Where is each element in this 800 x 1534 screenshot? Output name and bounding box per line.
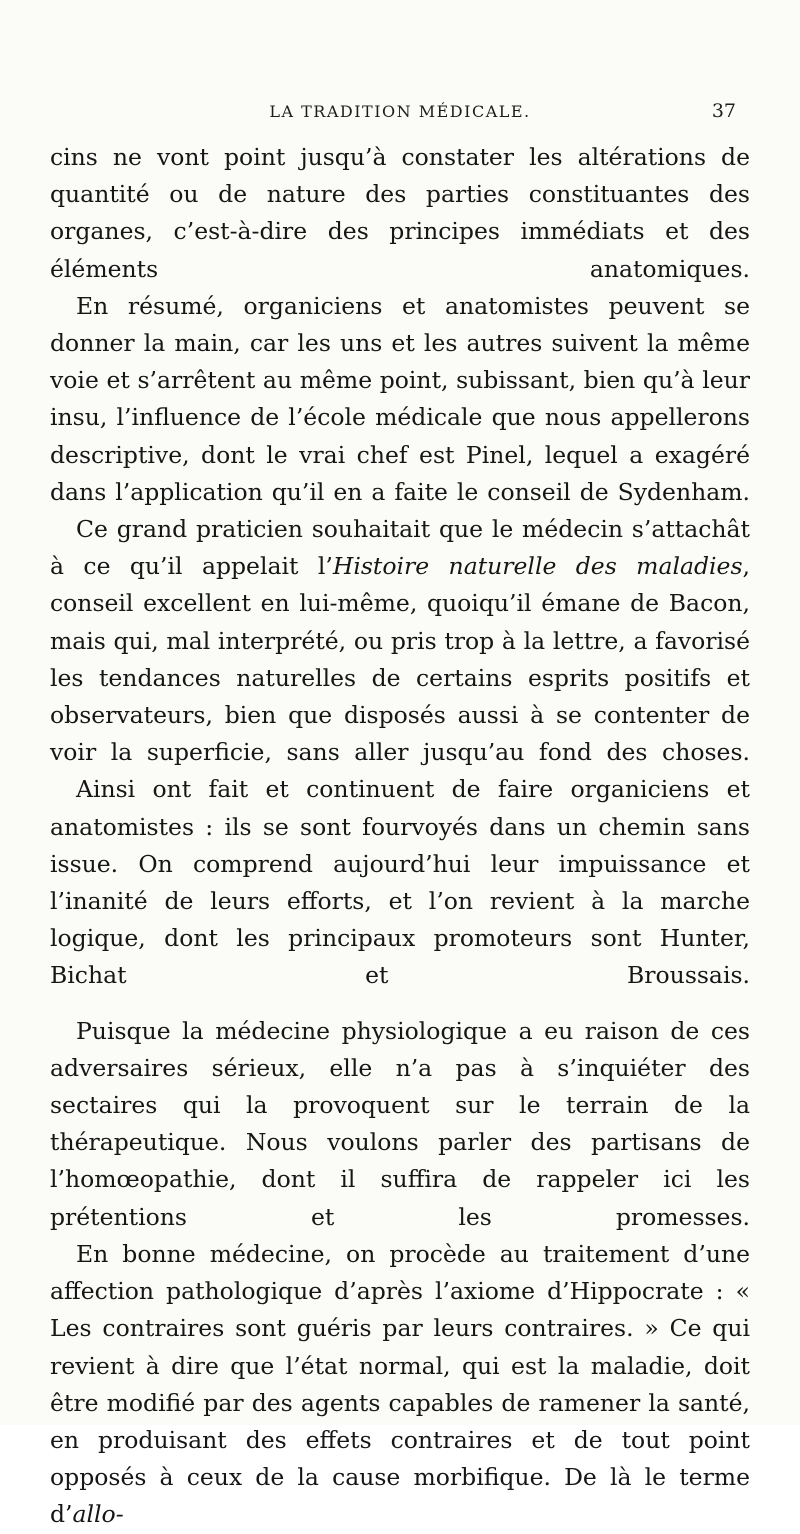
running-title: LA TRADITION MÉDICALE. <box>269 102 531 121</box>
paragraph-puisque: Puisque la médecine physiologique a eu raison de ces adversaires sérieux, elle n’a pas à s’inquiéter des sectaires qui la provoquent sur le terrain de la thérapeutique. Nous voulons parler des partisans de l’homœopathie, dont il suffira de rappeler ici les prétentions et les promesses. <box>50 1016 750 1231</box>
italic-title: Histoire naturelle des maladies <box>332 552 743 581</box>
page-number: 37 <box>711 100 736 122</box>
italic-word: allo- <box>72 1500 124 1529</box>
paragraph-en-bonne-medecine <box>50 1236 750 1534</box>
paragraph-en-resume <box>50 288 750 511</box>
paragraph-text: Ce grand praticien souhaitait que le médecin s’attachât à ce qu’il appelait l’ <box>50 515 750 581</box>
paragraph-text: , conseil excellent en lui-même, quoiqu’il émane de Bacon, mais qui, mal interprété, ou pris trop à la lettre, a favorisé les tendances naturelles de certains esprits positifs et observateurs, bien que disposés aussi à se contenter de voir la superficie, sans aller jusqu’au fond des choses. <box>50 552 751 767</box>
paragraph-text: En bonne médecine, on procède au traitement d’une affection pathologique d’après l’axiome d’Hippocrate : « Les contraires sont guéris par leurs contraires. » Ce qui revient à dire que l’état normal, qui est la maladie, doit être modifié par des agents capables de ramener la santé, en produisant des effets contraires et de tout point opposés à ceux de la cause morbifique. De là le terme d’ <box>50 1239 750 1529</box>
paragraph-text: En résumé, organiciens et anatomistes peuvent se donner la main, car les uns et les autres suivent la même voie et s’arrêtent au même point, subissant, bien qu’à leur insu, l’influence de l’école médicale que nous appellerons descriptive, dont le vrai chef est Pinel, lequel a exagéré dans l’application qu’il en a faite le conseil de Sydenham. <box>50 291 750 506</box>
body-text <box>50 139 750 1534</box>
paragraph-continuation: cins ne vont point jusqu’à constater les altérations de quantité ou de nature des parties constituantes des organes, c’est-à-dire des principes immédiats et des éléments anatomiques. <box>50 143 750 283</box>
running-header <box>50 100 750 130</box>
paragraph-ce-grand-praticien <box>50 511 750 771</box>
paragraph-ainsi-ont-fait: Ainsi ont fait et continuent de faire organiciens et anatomistes : ils se sont fourvoyés dans un chemin sans issue. On comprend aujourd’hui leur impuissance et l’inanité de leurs efforts, et l’on revient à la marche logique, dont les principaux promoteurs sont Hunter, Bichat et Broussais. <box>50 775 750 990</box>
